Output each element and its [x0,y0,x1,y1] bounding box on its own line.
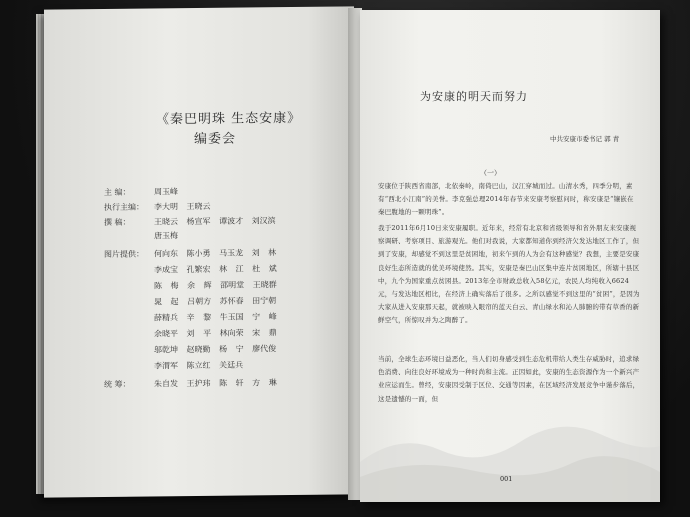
credit-names: 何向东 陈小勇 马玉龙 刘 林 [154,248,277,259]
article-title: 为安康的明天而努力 [420,90,528,103]
right-page [360,10,660,502]
article-author: 中共安康市委书记 郭 青 [550,135,620,143]
credit-names: 余晓平 刘 平 林向荣 宋 鼎 [154,328,277,339]
credit-names: 李成宝 孔繁宏 林 江 杜 斌 [154,264,277,275]
paragraph: 我于2011年6月10日来安康履职。近年来，经常有北京和省级领导和省外朋友来安康视察调研、考察项目、旅游观光。他们对我说，大家都知道你到经济欠发达地区工作了，但到了安康，却感觉不到这里是贫困地，初来乍到的人为会有这种感觉？我想，主要是安康良好生态所造就的优美环境使然。其实，安康是秦巴山区集中连片贫困地区，所辖十县区中，九个为国家重点贫困县。2013年全市财政总收入58亿元，农民人均纯收入6624元，与发达地区相比，在经济上确实落后了很多。之所以感觉不到这里的“贫困”，是因为大家从进入安康那天起，就被映入眼帘的蓝天白云、青山绿水和沁人肺腑的带有草香的新鲜空气，所惊叹并为之陶醉了。 [378,224,640,325]
credit-names: 王晓云 杨宣军 谭波才 刘汉滨 [154,216,276,227]
credit-names: 陈 梅 余 辉 邵明堂 王晓群 [154,280,277,291]
credit-role: 主 编： [104,187,131,197]
credit-names: 唐玉梅 [154,231,178,241]
credit-names: 晁 起 吕朝方 苏怀春 田宁朝 [154,296,277,307]
paragraph: 当前，全球生态环境日益恶化，当人们切身感受到生态危机带给人类生存威胁时，追求绿色消费、向往良好环境成为一种时尚和主流。正因如此，安康的生态资源作为一个新兴产业应运而生。曾经，安康因受制于区位、交通等因素，在区域经济发展竞争中谨步落后，这是遗憾的一面，但 [378,355,640,403]
book-title: 《秦巴明珠 生态安康》 [156,110,302,128]
open-book [34,2,666,514]
credit-role: 执行主编： [104,202,144,212]
credit-names: 李渭军 陈立红 关廷兵 [154,360,244,371]
page-number: 001 [500,475,513,483]
credit-names: 李大明 王晓云 [154,201,211,212]
credit-names: 薛精兵 辛 黎 牛玉国 宁 峰 [154,312,277,323]
credit-role: 撰 稿： [104,217,131,227]
credit-role: 图片提供： [104,249,144,259]
committee-heading: 编委会 [194,131,237,148]
section-number: （一） [480,169,501,177]
left-page [44,6,354,497]
credit-names: 朱自发 王护玮 陈 轩 方 琳 [154,378,277,389]
credit-names: 邬乾坤 赵晓勤 杨 宁 廖代俊 [154,344,277,355]
credit-role: 统 筹： [104,379,131,389]
paragraph: 安康位于陕西省南部，北依秦岭，南倚巴山，汉江穿城而过。山清水秀，四季分明，素有“西北小江南”的美誉。李克强总理2014年春节来安康考察慰问时，称安康是“镶嵌在秦巴腹地的一颗明珠”。 [378,182,634,217]
credit-names: 周玉峰 [154,187,178,197]
